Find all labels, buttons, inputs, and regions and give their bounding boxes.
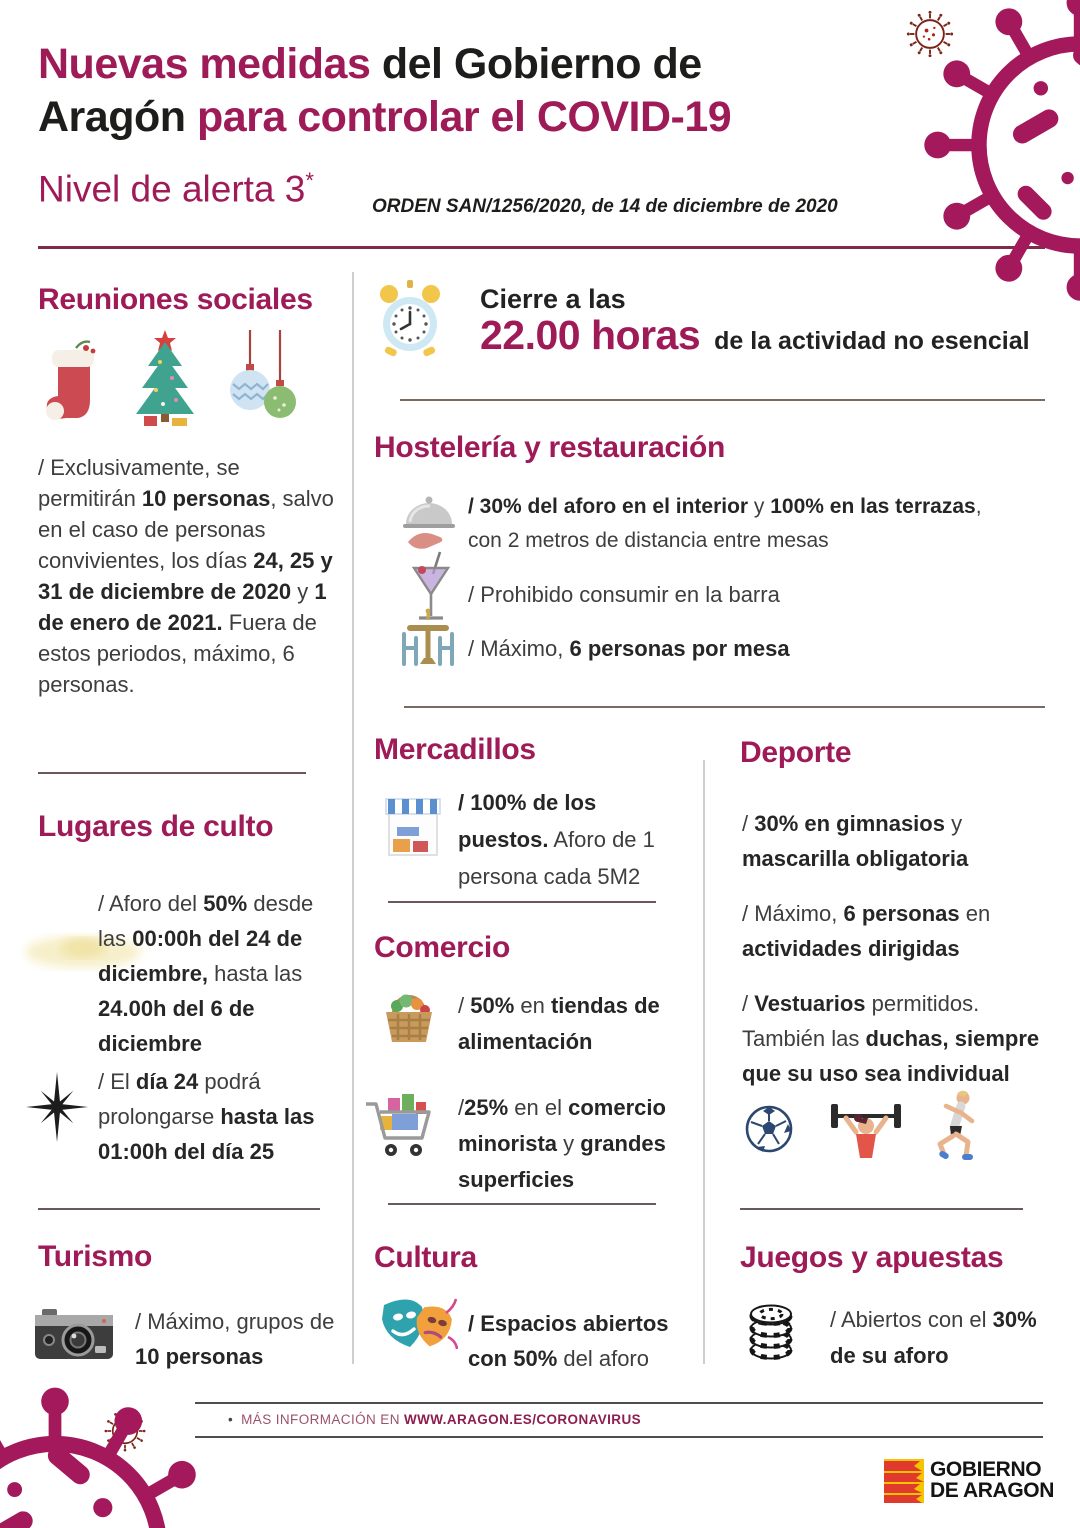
cultura-item: / Espacios abiertos con 50% del aforo (468, 1311, 669, 1371)
culto-item-2: / El día 24 podrá prolongarse hasta las 01:00h del día 25 (98, 1069, 315, 1164)
section-rule (388, 1203, 656, 1205)
hosteleria-item-2: / Prohibido consumir en la barra (468, 582, 780, 607)
baubles-icon (222, 330, 297, 430)
deporte-item-1: / 30% en gimnasios y mascarilla obligatoria (742, 811, 969, 871)
section-rule (38, 1208, 320, 1210)
footer-rule-top (195, 1402, 1043, 1404)
hosteleria-item-3: / Máximo, 6 personas por mesa (468, 636, 790, 661)
virus-large-icon (915, 0, 1080, 310)
order-reference: ORDEN SAN/1256/2020, de 14 de diciembre de 2020 (372, 196, 838, 217)
bullet-icon: • (228, 1412, 234, 1427)
page-title-line1: Nuevas medidas del Gobierno de (38, 40, 702, 88)
camera-icon (34, 1300, 114, 1362)
poker-chips-icon (746, 1298, 796, 1362)
section-rule (404, 706, 1045, 708)
christmas-stocking-icon (42, 336, 102, 431)
turismo-item: / Máximo, grupos de 10 personas (135, 1309, 335, 1369)
header-rule (38, 246, 1045, 249)
deporte-item-2: / Máximo, 6 personas en actividades dirigidas (742, 901, 991, 961)
grocery-basket-icon (378, 984, 440, 1048)
aragon-shield-icon (884, 1459, 924, 1503)
weightlifting-icon (828, 1096, 904, 1168)
section-title-comercio: Comercio (374, 931, 510, 964)
christmas-tree-icon (130, 330, 200, 430)
section-rule (388, 901, 656, 903)
cierre-suffix: de la actividad no esencial (714, 327, 1030, 355)
aragon-logo-line1: GOBIERNO (930, 1458, 1042, 1481)
footer-rule-bottom (195, 1436, 1043, 1438)
theater-masks-icon (376, 1293, 458, 1361)
market-stall-icon (385, 795, 441, 859)
juegos-item: / Abiertos con el 30% de su aforo (830, 1307, 1037, 1368)
section-title-culto: Lugares de culto (38, 810, 274, 843)
section-title-mercadillos: Mercadillos (374, 733, 536, 766)
section-rule (400, 399, 1045, 401)
comercio-item-1: / 50% en tiendas de alimentación (458, 993, 660, 1054)
section-title-turismo: Turismo (38, 1240, 153, 1273)
section-title-juegos: Juegos y apuestas (740, 1241, 1004, 1274)
aragon-logo-line2: DE ARAGON (930, 1479, 1054, 1502)
alert-asterisk: * (305, 168, 314, 193)
section-title-hosteleria: Hostelería y restauración (374, 431, 725, 464)
footer-info-prefix: MÁS INFORMACIÓN EN (241, 1412, 404, 1427)
section-rule (38, 772, 306, 774)
cierre-prefix: Cierre a las (480, 284, 626, 314)
section-title-deporte: Deporte (740, 736, 852, 769)
alarm-clock-icon (376, 278, 444, 366)
section-rule (740, 1208, 1023, 1210)
mercadillos-item: / 100% de los puestos. Aforo de 1 persona cada 5M2 (458, 790, 655, 889)
column-divider-right (703, 760, 705, 1364)
footer-info-url: WWW.ARAGON.ES/CORONAVIRUS (404, 1412, 641, 1427)
comercio-item-2: /25% en el comercio minorista y grandes superficies (458, 1095, 666, 1192)
cloche-icon (398, 490, 460, 550)
section-title-reuniones: Reuniones sociales (38, 283, 313, 316)
cierre-statement (480, 312, 1030, 359)
cierre-time: 22.00 horas (480, 312, 701, 358)
deporte-item-3: / Vestuarios permitidos. También las duchas, siempre que su uso sea individual (742, 991, 1040, 1086)
page-title-line2: Aragón para controlar el COVID-19 (38, 93, 732, 141)
culto-item-1: / Aforo del 50% desde las 00:00h del 24 de diciembre, hasta las 24.00h del 6 de diciembre (98, 891, 314, 1056)
hosteleria-item-1-line-2: con 2 metros de distancia entre mesas (468, 529, 829, 552)
reuniones-paragraph: / Exclusivamente, se permitirán 10 personas, salvo en el caso de personas convivientes, los días 24, 25 y 31 de diciembre de 2020 y 1 de enero de 2021. Fuera de estos periodos, máximo, 6 personas. (38, 455, 334, 697)
footer-info (228, 1412, 641, 1427)
column-divider-left (352, 272, 354, 1364)
runner-icon (926, 1088, 982, 1168)
soccer-ball-icon (744, 1104, 794, 1154)
star-icon (24, 1072, 90, 1142)
aragon-logo (930, 1459, 1054, 1501)
section-title-cultura: Cultura (374, 1241, 477, 1274)
shopping-cart-icon (364, 1092, 436, 1166)
hosteleria-item-1-line-1: / 30% del aforo en el interior y 100% en las terrazas, (468, 495, 982, 518)
virus-large-icon (0, 1378, 225, 1528)
table-chairs-icon (396, 608, 460, 674)
page-title (38, 38, 731, 144)
alert-level: Nivel de alerta 3* (38, 168, 314, 210)
